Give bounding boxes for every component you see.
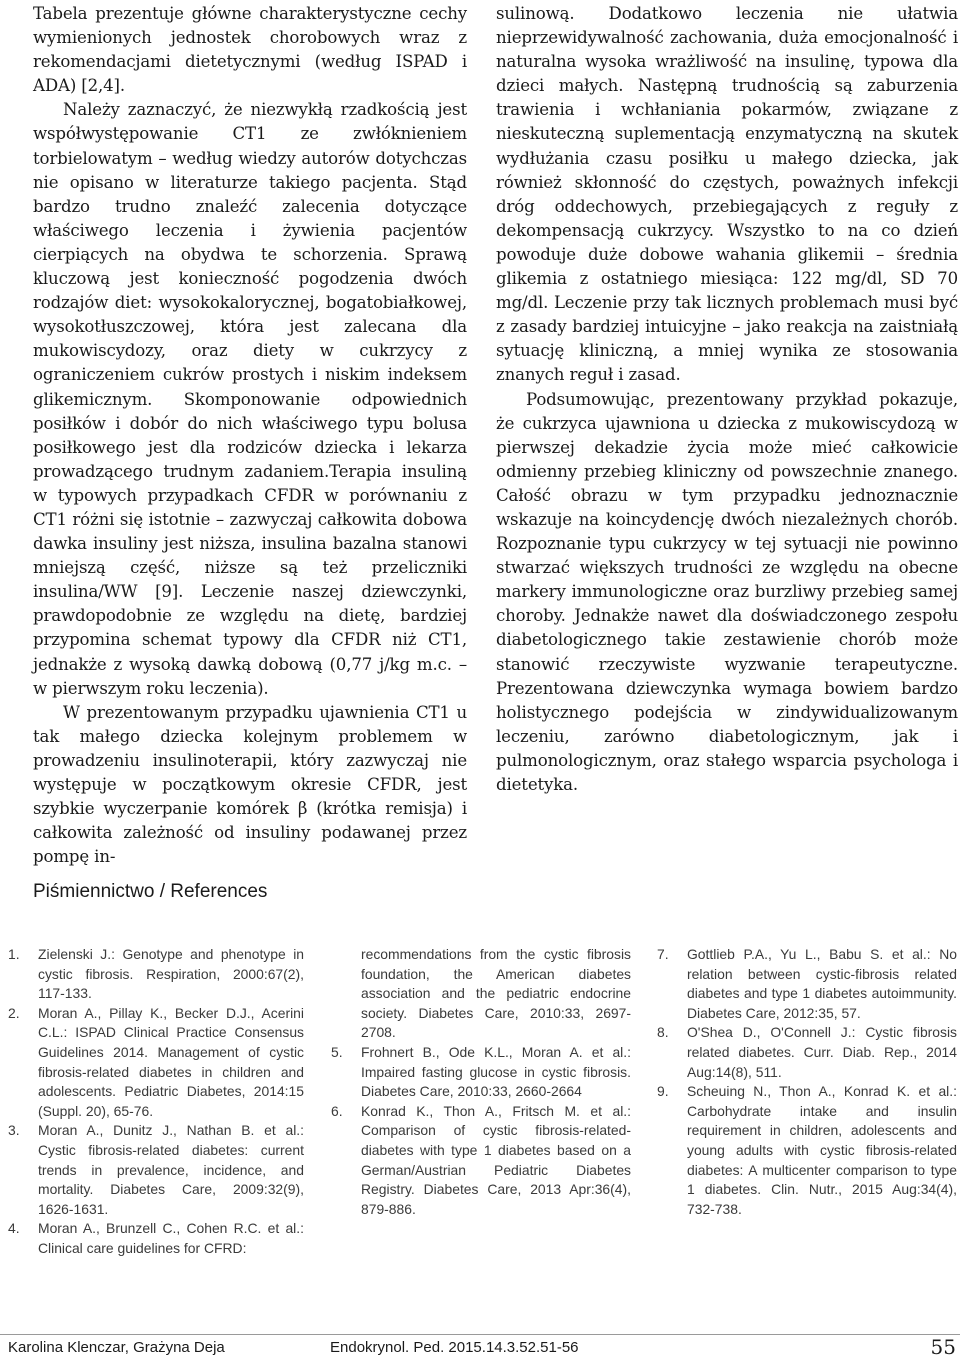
references-column-2 bbox=[331, 945, 631, 1219]
reference-item: 9. Scheuing N., Thon A., Konrad K. et al.: Carbohydrate intake and insulin requirement in children, adolescents and young adults with cystic fibrosis-related diabetes: A multicenter comparison to type 1 diabetes. Clin. Nutr., 2015 Aug:34(4), 732-738. bbox=[657, 1083, 957, 1217]
reference-text: Moran A., Dunitz J., Nathan B. et al.: Cystic fibrosis-related diabetes: current trends in prevalence, incidence, and mortality. Diabetes Care, 2009:32(9), 1626-1631. bbox=[38, 1122, 304, 1217]
reference-item: 6. Konrad K., Thon A., Fritsch M. et al.: Comparison of cystic fibrosis-related-diabetes with type 1 diabetes based on a German/Austrian Pediatric Diabetes Registry. Diabetes Care, 2013 Apr:36(4), 879-886. bbox=[331, 1102, 631, 1217]
article-column-left bbox=[33, 2, 467, 869]
reference-item: 3. Moran A., Dunitz J., Nathan B. et al.: Cystic fibrosis-related diabetes: current trends in prevalence, incidence, and mortality. Diabetes Care, 2009:32(9), 1626-1631. bbox=[8, 1122, 304, 1217]
paragraph: sulinową. Dodatkowo leczenia nie ułatwia nieprzewidywalność zachowania, duża emocjonalność i naturalna wysoka wrażliwość na insulinę, typowa dla dzieci małych. Następną trudnością są zaburzenia trawienia i wchłaniania pokarmów, związane z nieskuteczną suplementacją enzymatyczną na skutek wydłużania czasu posiłku u małego dziecka, jak również skłonność do częstych, poważnych infekcji dróg oddechowych, przebiegających z reguły z dekompensacją cukrzycy. Wszystko to na co dzień powoduje duże dobowe wahania glikemii – średnia glikemia z ostatniego miesiąca: 122 mg/dl, SD 70 mg/dl. Leczenie przy tak licznych problemach musi być z zasady bardziej intuicyjne – jako reakcja na zaistniałą sytuację kliniczną, a mniej wynika ze stosowania znanych reguł i zasad. bbox=[496, 4, 958, 385]
reference-text: Moran A., Pillay K., Becker D.J., Acerini C.L.: ISPAD Clinical Practice Consensus Guidelines 2014. Management of cystic fibrosis-related diabetes in children and adolescents. Pediatric Diabetes, 2014:15 (Suppl. 20), 65-76. bbox=[38, 1004, 304, 1119]
reference-item: 7. Gottlieb P.A., Yu L., Babu S. et al.: No relation between cystic-fibrosis related diabetes and type 1 diabetes autoimmunity. Diabetes Care, 2012:35, 57. bbox=[657, 946, 957, 1021]
reference-text: Moran A., Brunzell C., Cohen R.C. et al.: Clinical care guidelines for CFRD: bbox=[38, 1220, 304, 1256]
paragraph: Należy zaznaczyć, że niezwykłą rzadkością jest współwystępowanie CT1 ze zwłóknieniem torbielowatym – według wiedzy autorów dotychczas nie opisano w literaturze takiego pacjenta. Stąd bardzo trudno znaleźć zalecenia dotyczące właściwego leczenia i żywienia pacjentów cierpiących na obydwa te schorzenia. Sprawą kluczową jest konieczność pogodzenia dwóch rodzajów diet: wysokokalorycznej, bogatobiałkowej, wysokotłuszczowej, która jest zalecana dla mukowiscydozy, oraz diety w cukrzycy z ograniczeniem cukrów prostych i niskim indeksem glikemicznym. Skomponowanie odpowiednich posiłków i dobór do nich właściwego typu bolusa posiłkowego jest dla rodziców dziecka i lekarza prowadzącego trudnym zadaniem.Terapia insuliną w typowych przypadkach CFDR w porównaniu z CT1 różni się istotnie – zazwyczaj całkowita dobowa dawka insuliny jest niższa, insulina bazalna stanowi mniejszą część, niższe są też przeliczniki insulina/WW [9]. Leczenie naszej dziewczynki, prawdopodobnie ze względu na dietę, bardziej przypomina schemat typowy dla CFDR niż CT1, jednakże z wysoką dawką dobową (0,77 j/kg m.c. – w pierwszym roku leczenia). bbox=[33, 100, 467, 698]
reference-text: Zielenski J.: Genotype and phenotype in cystic fibrosis. Respiration, 2000:67(2), 117-133. bbox=[38, 946, 304, 1002]
reference-text: O'Shea D., O'Connell J.: Cystic fibrosis related diabetes. Curr. Diab. Rep., 2014 Aug:14(8), 511. bbox=[687, 1024, 957, 1080]
page-number: 55 bbox=[930, 1335, 956, 1359]
references-column-1 bbox=[8, 945, 304, 1259]
references-column-3 bbox=[657, 945, 957, 1219]
paragraph: Tabela prezentuje główne charakterystyczne cechy wymienionych jednostek chorobowych wraz z rekomendacjami dietetycznymi (według ISPAD i ADA) [2,4]. bbox=[33, 4, 467, 96]
paragraph: W prezentowanym przypadku ujawnienia CT1 u tak małego dziecka kolejnym problemem w prowadzeniu insulinoterapii, który zazwyczaj nie występuje w początkowym okresie CFDR, jest szybkie wyczerpanie komórek β (krótka remisja) i całkowita zależność od insuliny podawanej przez pompę in- bbox=[33, 702, 467, 867]
reference-text: Gottlieb P.A., Yu L., Babu S. et al.: No relation between cystic-fibrosis related diabetes and type 1 diabetes autoimmunity. Diabetes Care, 2012:35, 57. bbox=[687, 946, 957, 1021]
paragraph: Podsumowując, prezentowany przykład pokazuje, że cukrzyca ujawniona u dziecka z mukowiscydozą w pierwszej dekadzie życia może mieć całkowicie odmienny przebieg kliniczny od powszechnie znanego. Całość obrazu w tym przypadku jednoznacznie wskazuje na koincydencję dwóch niezależnych chorób. Rozpoznanie typu cukrzycy w tej sytuacji nie powinno stwarzać większych trudności ze względu na obecne markery immunologiczne oraz burzliwy przebieg samej choroby. Jednakże nawet dla doświadczonego zespołu diabetologicznego takie zestawienie chorób może stanowić rzeczywiste wyzwanie terapeutyczne. Prezentowana dziewczynka wymaga bowiem bardzo holistycznego podejścia w zindywidualizowanym leczeniu, zarówno diabetologicznym, jak i pulmonologicznym, oraz stałego wsparcia psychologa i dietetyka. bbox=[496, 389, 958, 794]
footer-divider bbox=[0, 1334, 960, 1335]
reference-continuation: recommendations from the cystic fibrosis foundation, the American diabetes association and the pediatric endocrine society. Diabetes Care, 2010:33, 2697-2708. bbox=[361, 946, 631, 1041]
reference-item: 8. O'Shea D., O'Connell J.: Cystic fibrosis related diabetes. Curr. Diab. Rep., 2014 Aug:14(8), 511. bbox=[657, 1024, 957, 1080]
reference-item: 4. Moran A., Brunzell C., Cohen R.C. et al.: Clinical care guidelines for CFRD: bbox=[8, 1220, 304, 1256]
footer-authors: Karolina Klenczar, Grażyna Deja bbox=[8, 1339, 225, 1356]
reference-item: 5. Frohnert B., Ode K.L., Moran A. et al.: Impaired fasting glucose in cystic fibrosis. Diabetes Care, 2010:33, 2660-2664 bbox=[331, 1043, 631, 1100]
reference-text: Konrad K., Thon A., Fritsch M. et al.: Comparison of cystic fibrosis-related-diabetes with type 1 diabetes based on a German/Austrian Pediatric Diabetes Registry. Diabetes Care, 2013 Apr:36(4), 879-886. bbox=[361, 1102, 631, 1217]
article-column-right bbox=[496, 2, 958, 797]
reference-item: 1. Zielenski J.: Genotype and phenotype in cystic fibrosis. Respiration, 2000:67(2), 117-133. bbox=[8, 946, 304, 1002]
footer-journal-citation: Endokrynol. Ped. 2015.14.3.52.51-56 bbox=[330, 1339, 579, 1356]
reference-item: 2. Moran A., Pillay K., Becker D.J., Acerini C.L.: ISPAD Clinical Practice Consensus Guidelines 2014. Management of cystic fibrosis-related diabetes in children and adolescents. Pediatric Diabetes, 2014:15 (Suppl. 20), 65-76. bbox=[8, 1004, 304, 1119]
reference-text: Frohnert B., Ode K.L., Moran A. et al.: Impaired fasting glucose in cystic fibrosis. Diabetes Care, 2010:33, 2660-2664 bbox=[361, 1043, 631, 1100]
references-heading: Piśmiennictwo / References bbox=[33, 881, 268, 902]
reference-text: Scheuing N., Thon A., Konrad K. et al.: Carbohydrate intake and insulin requirement in children, adolescents and young adults with cystic fibrosis-related diabetes: A multicenter comparison to type 1 diabetes. Clin. Nutr., 2015 Aug:34(4), 732-738. bbox=[687, 1083, 957, 1217]
